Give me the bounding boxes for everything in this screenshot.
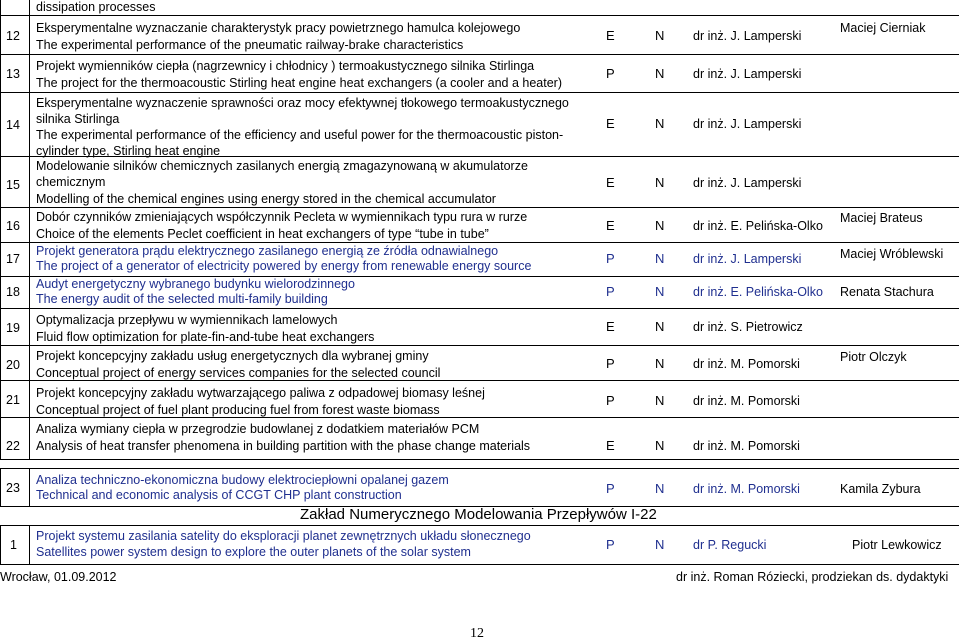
thesis-type: P xyxy=(606,284,615,299)
topic-english: Fluid flow optimization for plate-fin-and-tube heat exchangers xyxy=(36,330,375,344)
row-divider xyxy=(0,459,959,460)
thesis-type: E xyxy=(606,438,615,453)
topic-english: Technical and economic analysis of CCGT CHP plant construction xyxy=(36,488,402,502)
row-number: 12 xyxy=(6,29,20,43)
supervisor: dr inż. J. Lamperski xyxy=(693,67,802,81)
student-name: Piotr Lewkowicz xyxy=(852,538,942,552)
topic-english: Choice of the elements Peclet coefficient in heat exchangers of type “tube in tube” xyxy=(36,227,489,241)
thesis-language: N xyxy=(655,319,665,334)
thesis-language: N xyxy=(655,481,665,496)
thesis-type: P xyxy=(606,393,615,408)
supervisor: dr inż. M. Pomorski xyxy=(693,482,800,496)
supervisor: dr inż. M. Pomorski xyxy=(693,394,800,408)
supervisor: dr inż. S. Pietrowicz xyxy=(693,320,803,334)
thesis-type: P xyxy=(606,251,615,266)
column-divider xyxy=(0,525,1,564)
row-number: 19 xyxy=(6,321,20,335)
thesis-type: P xyxy=(606,66,615,81)
thesis-type: P xyxy=(606,356,615,371)
row-divider xyxy=(0,564,959,565)
thesis-language: N xyxy=(655,251,665,266)
supervisor: dr inż. J. Lamperski xyxy=(693,29,802,43)
topic-polish: Optymalizacja przepływu w wymiennikach lamelowych xyxy=(36,313,338,327)
student-name: Maciej Brateus xyxy=(840,211,923,225)
supervisor: dr inż. J. Lamperski xyxy=(693,252,802,266)
student-name: Kamila Zybura xyxy=(840,482,921,496)
topic-polish: Audyt energetyczny wybranego budynku wielorodzinnego xyxy=(36,277,355,291)
row-divider xyxy=(0,92,959,93)
topic-english: Conceptual project of fuel plant producing fuel from forest waste biomass xyxy=(36,403,440,417)
topic-english: Conceptual project of energy services companies for the selected council xyxy=(36,366,441,380)
topic-polish: Modelowanie silników chemicznych zasilanych energią zmagazynowaną w akumulatorze chemicznym xyxy=(36,159,528,189)
topic-polish: Projekt koncepcyjny zakładu wytwarzającego paliwa z odpadowej biomasy leśnej xyxy=(36,386,485,400)
supervisor: dr inż. J. Lamperski xyxy=(693,117,802,131)
topic-english: Analysis of heat transfer phenomena in building partition with the phase change materials xyxy=(36,439,531,453)
thesis-language: N xyxy=(655,218,665,233)
thesis-language: N xyxy=(655,116,665,131)
thesis-language: N xyxy=(655,175,665,190)
thesis-language: N xyxy=(655,66,665,81)
row-number: 14 xyxy=(6,118,20,132)
section-title: Zakład Numerycznego Modelowania Przepływów I-22 xyxy=(300,506,657,523)
thesis-language: N xyxy=(655,537,665,552)
thesis-type: E xyxy=(606,28,615,43)
topic-polish: Projekt generatora prądu elektrycznego zasilanego energią ze źródła odnawialnego xyxy=(36,244,499,258)
row-number: 13 xyxy=(6,67,20,81)
supervisor: dr inż. M. Pomorski xyxy=(693,439,800,453)
supervisor: dr inż. E. Pelińska-Olko xyxy=(693,219,823,233)
topic-polish: Analiza techniczno-ekonomiczna budowy elektrociepłowni opalanej gazem xyxy=(36,473,449,487)
topic-polish: Eksperymentalne wyznaczenie sprawności oraz mocy efektywnej tłokowego termoakustycznego silnika Stirlinga xyxy=(36,96,569,126)
topic-english: Modelling of the chemical engines using energy stored in the chemical accumulator xyxy=(36,192,496,206)
row-divider xyxy=(0,468,959,469)
signature-line: dr inż. Roman Róziecki, prodziekan ds. dydaktyki xyxy=(676,570,949,584)
row-number: 15 xyxy=(6,178,20,192)
place-and-date: Wrocław, 01.09.2012 xyxy=(0,570,117,584)
topic-polish: Dobór czynników zmieniających współczynnik Pecleta w wymiennikach typu rura w rurze xyxy=(36,210,528,224)
previous-row-fragment: dissipation processes xyxy=(36,0,156,14)
row-number: 16 xyxy=(6,219,20,233)
thesis-type: P xyxy=(606,481,615,496)
thesis-language: N xyxy=(655,28,665,43)
thesis-language: N xyxy=(655,438,665,453)
supervisor: dr inż. E. Pelińska-Olko xyxy=(693,285,823,299)
topic-english: Satellites power system design to explore the outer planets of the solar system xyxy=(36,545,471,559)
row-divider xyxy=(0,345,959,346)
student-name: Piotr Olczyk xyxy=(840,350,907,364)
thesis-language: N xyxy=(655,356,665,371)
row-number: 18 xyxy=(6,285,20,299)
row-divider xyxy=(0,54,959,55)
row-number: 20 xyxy=(6,358,20,372)
column-divider xyxy=(29,525,30,564)
topic-english: The experimental performance of the efficiency and useful power for the thermoacoustic piston-cylinder type, Stirling heat engine xyxy=(36,128,564,158)
row-number: 21 xyxy=(6,393,20,407)
supervisor: dr inż. M. Pomorski xyxy=(693,357,800,371)
row-number: 1 xyxy=(10,538,17,552)
row-divider xyxy=(0,308,959,309)
column-divider xyxy=(0,468,1,506)
thesis-type: E xyxy=(606,319,615,334)
row-divider xyxy=(0,207,959,208)
student-name: Maciej Cierniak xyxy=(840,21,926,35)
thesis-type: E xyxy=(606,175,615,190)
column-divider xyxy=(29,468,30,506)
supervisor: dr P. Regucki xyxy=(693,538,767,552)
row-divider xyxy=(0,15,959,16)
topic-polish: Projekt systemu zasilania satelity do eksploracji planet zewnętrznych układu słonecznego xyxy=(36,529,531,543)
supervisor: dr inż. J. Lamperski xyxy=(693,176,802,190)
topic-english: The project for the thermoacoustic Stirling heat engine heat exchangers (a cooler and a heater) xyxy=(36,76,563,90)
topic-polish: Projekt wymienników ciepła (nagrzewnicy i chłodnicy ) termoakustycznego silnika Stirlinga xyxy=(36,59,535,73)
thesis-type: P xyxy=(606,537,615,552)
column-divider xyxy=(0,0,1,459)
thesis-language: N xyxy=(655,393,665,408)
topic-polish: Eksperymentalne wyznaczanie charakterystyk pracy powietrznego hamulca kolejowego xyxy=(36,21,521,35)
row-divider xyxy=(0,525,959,526)
student-name: Renata Stachura xyxy=(840,285,934,299)
column-divider xyxy=(29,0,30,459)
topic-polish: Analiza wymiany ciepła w przegrodzie budowlanej z dodatkiem materiałów PCM xyxy=(36,422,480,436)
row-number: 23 xyxy=(6,481,20,495)
topic-english: The project of a generator of electricity powered by energy from renewable energy source xyxy=(36,259,532,273)
topic-english: The energy audit of the selected multi-family building xyxy=(36,292,328,306)
student-name: Maciej Wróblewski xyxy=(840,247,944,261)
row-number: 22 xyxy=(6,439,20,453)
thesis-type: E xyxy=(606,218,615,233)
thesis-type: E xyxy=(606,116,615,131)
topic-english: The experimental performance of the pneumatic railway-brake characteristics xyxy=(36,38,464,52)
thesis-language: N xyxy=(655,284,665,299)
topic-polish: Projekt koncepcyjny zakładu usług energetycznych dla wybranej gminy xyxy=(36,349,429,363)
page-number: 12 xyxy=(470,626,484,641)
row-number: 17 xyxy=(6,252,20,266)
